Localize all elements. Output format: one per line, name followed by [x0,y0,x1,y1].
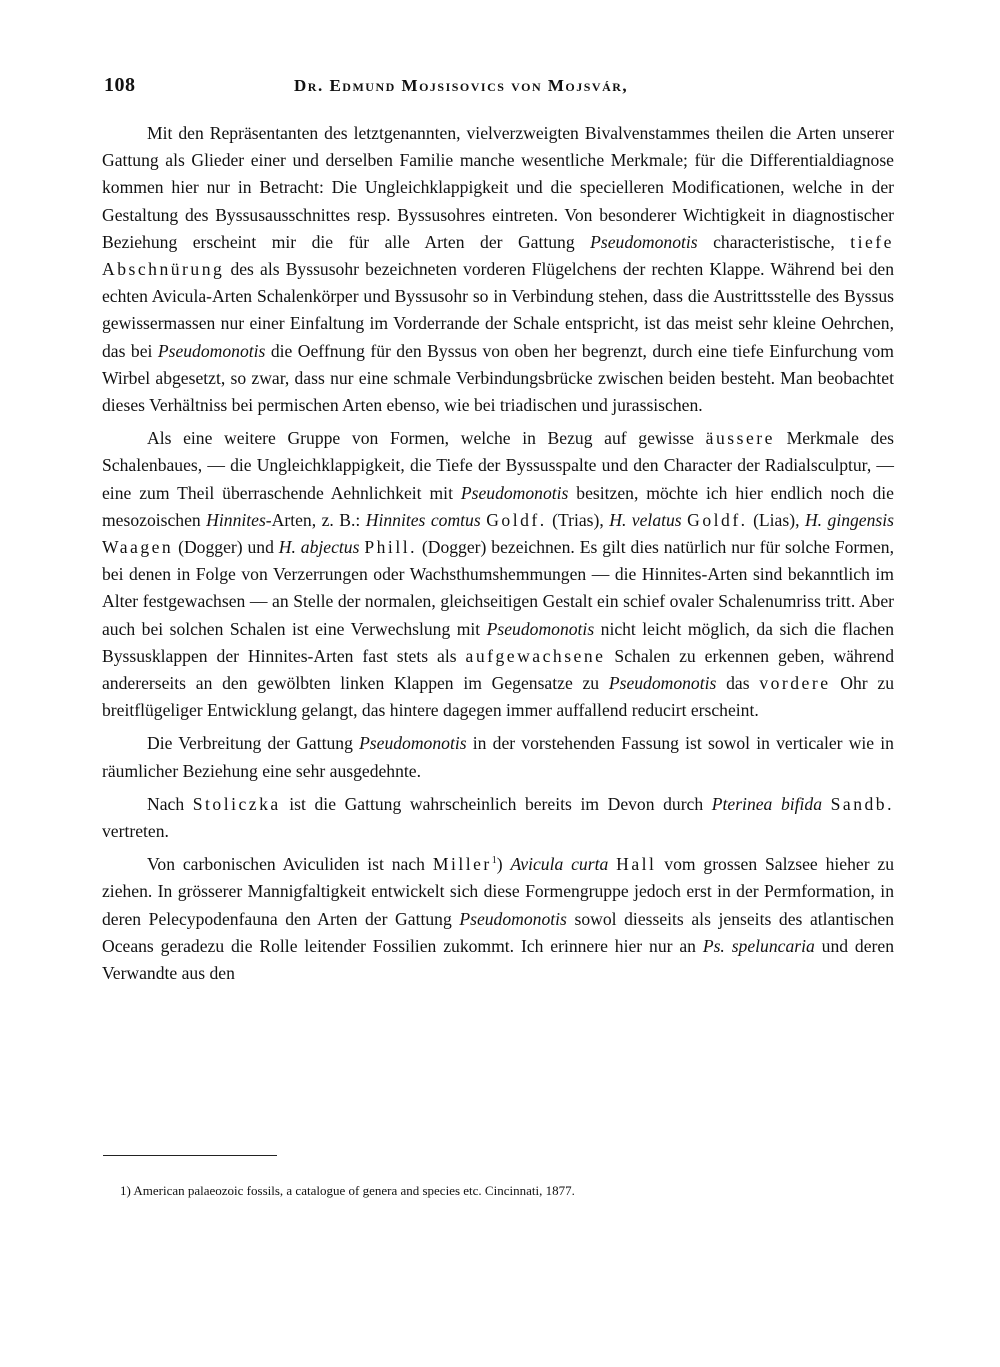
text-run: (Trias), [546,509,610,530]
text-run: das [716,673,760,694]
footnote-divider [103,1155,277,1156]
taxon-name: Pseudomonotis [486,618,595,639]
text-run: Als eine weitere Gruppe von Formen, welche in Bezug auf gewisse [147,428,706,449]
text-run: Ohr zu breitflügeliger Entwicklung gelangt, das hintere dagegen immer auffallend reducirt erscheint. [102,673,895,721]
taxon-name: Hinnites comtus [365,509,481,530]
paragraph-4 [102,791,894,845]
running-head: Dr. Edmund Mojsisovics von Mojsvár, [294,76,629,95]
text-run: Die Verbreitung der Gattung [147,733,360,754]
page-header [104,74,904,104]
text-run: vertreten. [102,821,169,842]
paragraph-2 [102,425,894,724]
emphasis-spaced: aufgewachsene [465,645,606,666]
text-run: Merkmale des Schalenbaues, — die Ungleichklappigkeit, die Tiefe der Byssusspalte und den Character der Radialsculptur, — eine zum Theil überraschende Aehnlichkeit mit [102,428,894,503]
text-run: besitzen, möchte ich hier endlich noch die mesozoischen [102,482,894,530]
author-name: Miller [432,854,492,875]
text-run: (Dogger) und [173,537,279,558]
taxon-name: Pseudomonotis [460,482,569,503]
paragraph-1 [102,120,894,419]
author-name: Stoliczka [192,793,281,814]
author-name: Hall [616,854,657,875]
text-run: Nach [147,793,193,814]
taxon-name: H. gingensis [804,509,894,530]
taxon-name: Pseudomonotis [459,908,567,929]
author-name: Goldf. [687,509,748,530]
page-number: 108 [104,74,136,96]
emphasis-spaced: äussere [705,428,775,449]
text-run: (Lias), [747,509,805,530]
taxon-name: H. abjectus [278,537,360,558]
taxon-name: Avicula curta [510,854,609,875]
taxon-name: Hinnites [206,509,266,530]
paragraph-3 [102,730,894,784]
text-run: Mit den Repräsentanten des letztgenannten, vielverzweigten Bivalvenstammes theilen die Arten unserer Gattung als Glieder einer und derselben Familie manche wesentliche Merkmale; für die Differentialdiagnose kommen hier nur in Betracht: Die Ungleichklappigkeit und die specielleren Modificationen, welche in der Gestaltung des Byssusausschnittes resp. Byssusohres eintreten. Von besonderer Wichtigkeit in diagnostischer Beziehung erscheint mir die für alle Arten der Gattung [102,123,894,252]
text-run: in der vorstehenden Fassung ist sowol in verticaler wie in räumlicher Beziehung eine sehr ausgedehnte. [102,733,894,781]
text-run: sowol diesseits als jenseits des atlantischen Oceans geradezu die Rolle leitender Fossilien zukommt. Ich erinnere hier nur an [102,908,895,956]
footnote-marker: 1 [491,855,497,867]
text-run: vom grossen Salzsee hieher zu ziehen. In grösserer Mannigfaltigkeit entwickelt sich diese Formengruppe jedoch erst in der Permformation, in deren Pelecypodenfauna den Arten der Gattung [102,854,895,929]
taxon-name: Pseudomonotis [157,340,266,361]
text-run: ist die Gattung wahrscheinlich bereits im Devon durch [280,793,712,814]
author-name: Phill. [364,537,417,558]
main-text [102,120,894,987]
text-run: (Dogger) bezeichnen. Es gilt dies natürlich nur für solche Formen, bei denen in Folge von Verzerrungen oder Wachsthumshemmungen — die Hinnites-Arten sind bekanntlich im Alter festgewachsen — an Stelle der normalen, gleichseitigen Gestalt ein schief ovaler Schalenumriss tritt. Aber auch bei solchen Schalen ist eine Verwechslung mit [102,537,894,639]
text-run: Schalen zu erkennen geben, während andererseits an den gewölbten linken Klappen im Gegensatze zu [102,645,894,694]
taxon-name: Pseudomonotis [359,733,467,754]
taxon-name: Pterinea bifida [711,793,822,814]
footnote: 1) American palaeozoic fossils, a catalogue of genera and species etc. Cincinnati, 1877. [120,1183,575,1198]
taxon-name: Pseudomonotis [608,673,717,694]
taxon-name: Pseudomonotis [590,231,698,252]
text-run: die Oeffnung für den Byssus von oben her begrenzt, durch eine tiefe Einfurchung vom Wirbel abgesetzt, so zwar, dass nur eine schmale Verbindungsbrücke zwischen beiden besteht. Man beobachtet dieses Verhältniss bei permischen Arten ebenso, wie bei triadischen und jurassischen. [102,340,894,416]
author-name: Goldf. [486,509,547,530]
text-run: Von carbonischen Aviculiden ist nach [147,854,433,875]
emphasis-spaced: tiefe Abschnürung [102,231,894,280]
text-run: und deren Verwandte aus den [102,935,894,984]
text-run: des als Byssusohr bezeichneten vorderen Flügelchens der rechten Klappe. Während bei den echten Avicula-Arten Schalenkörper und Byssusohr so in Verbindung stehen, dass die Austrittsstelle des Byssus gewissermassen nur einer Einfaltung im Vorderrande der Schale entspricht, ist das meist sehr kleine Oehrchen, das bei [102,259,894,361]
author-name: Sandb. [830,793,894,814]
text-run: nicht leicht möglich, da sich die flachen Byssusklappen der Hinnites-Arten fast stets als [102,618,894,666]
text-run: -Arten, z. B.: [265,509,366,530]
text-run: ) [496,854,511,875]
taxon-name: Ps. speluncaria [702,935,815,956]
emphasis-spaced: vordere [759,673,831,694]
taxon-name: H. velatus [609,509,682,530]
text-run: characteristische, [697,231,851,252]
author-name: Waagen [102,537,174,558]
paragraph-5 [102,851,894,987]
